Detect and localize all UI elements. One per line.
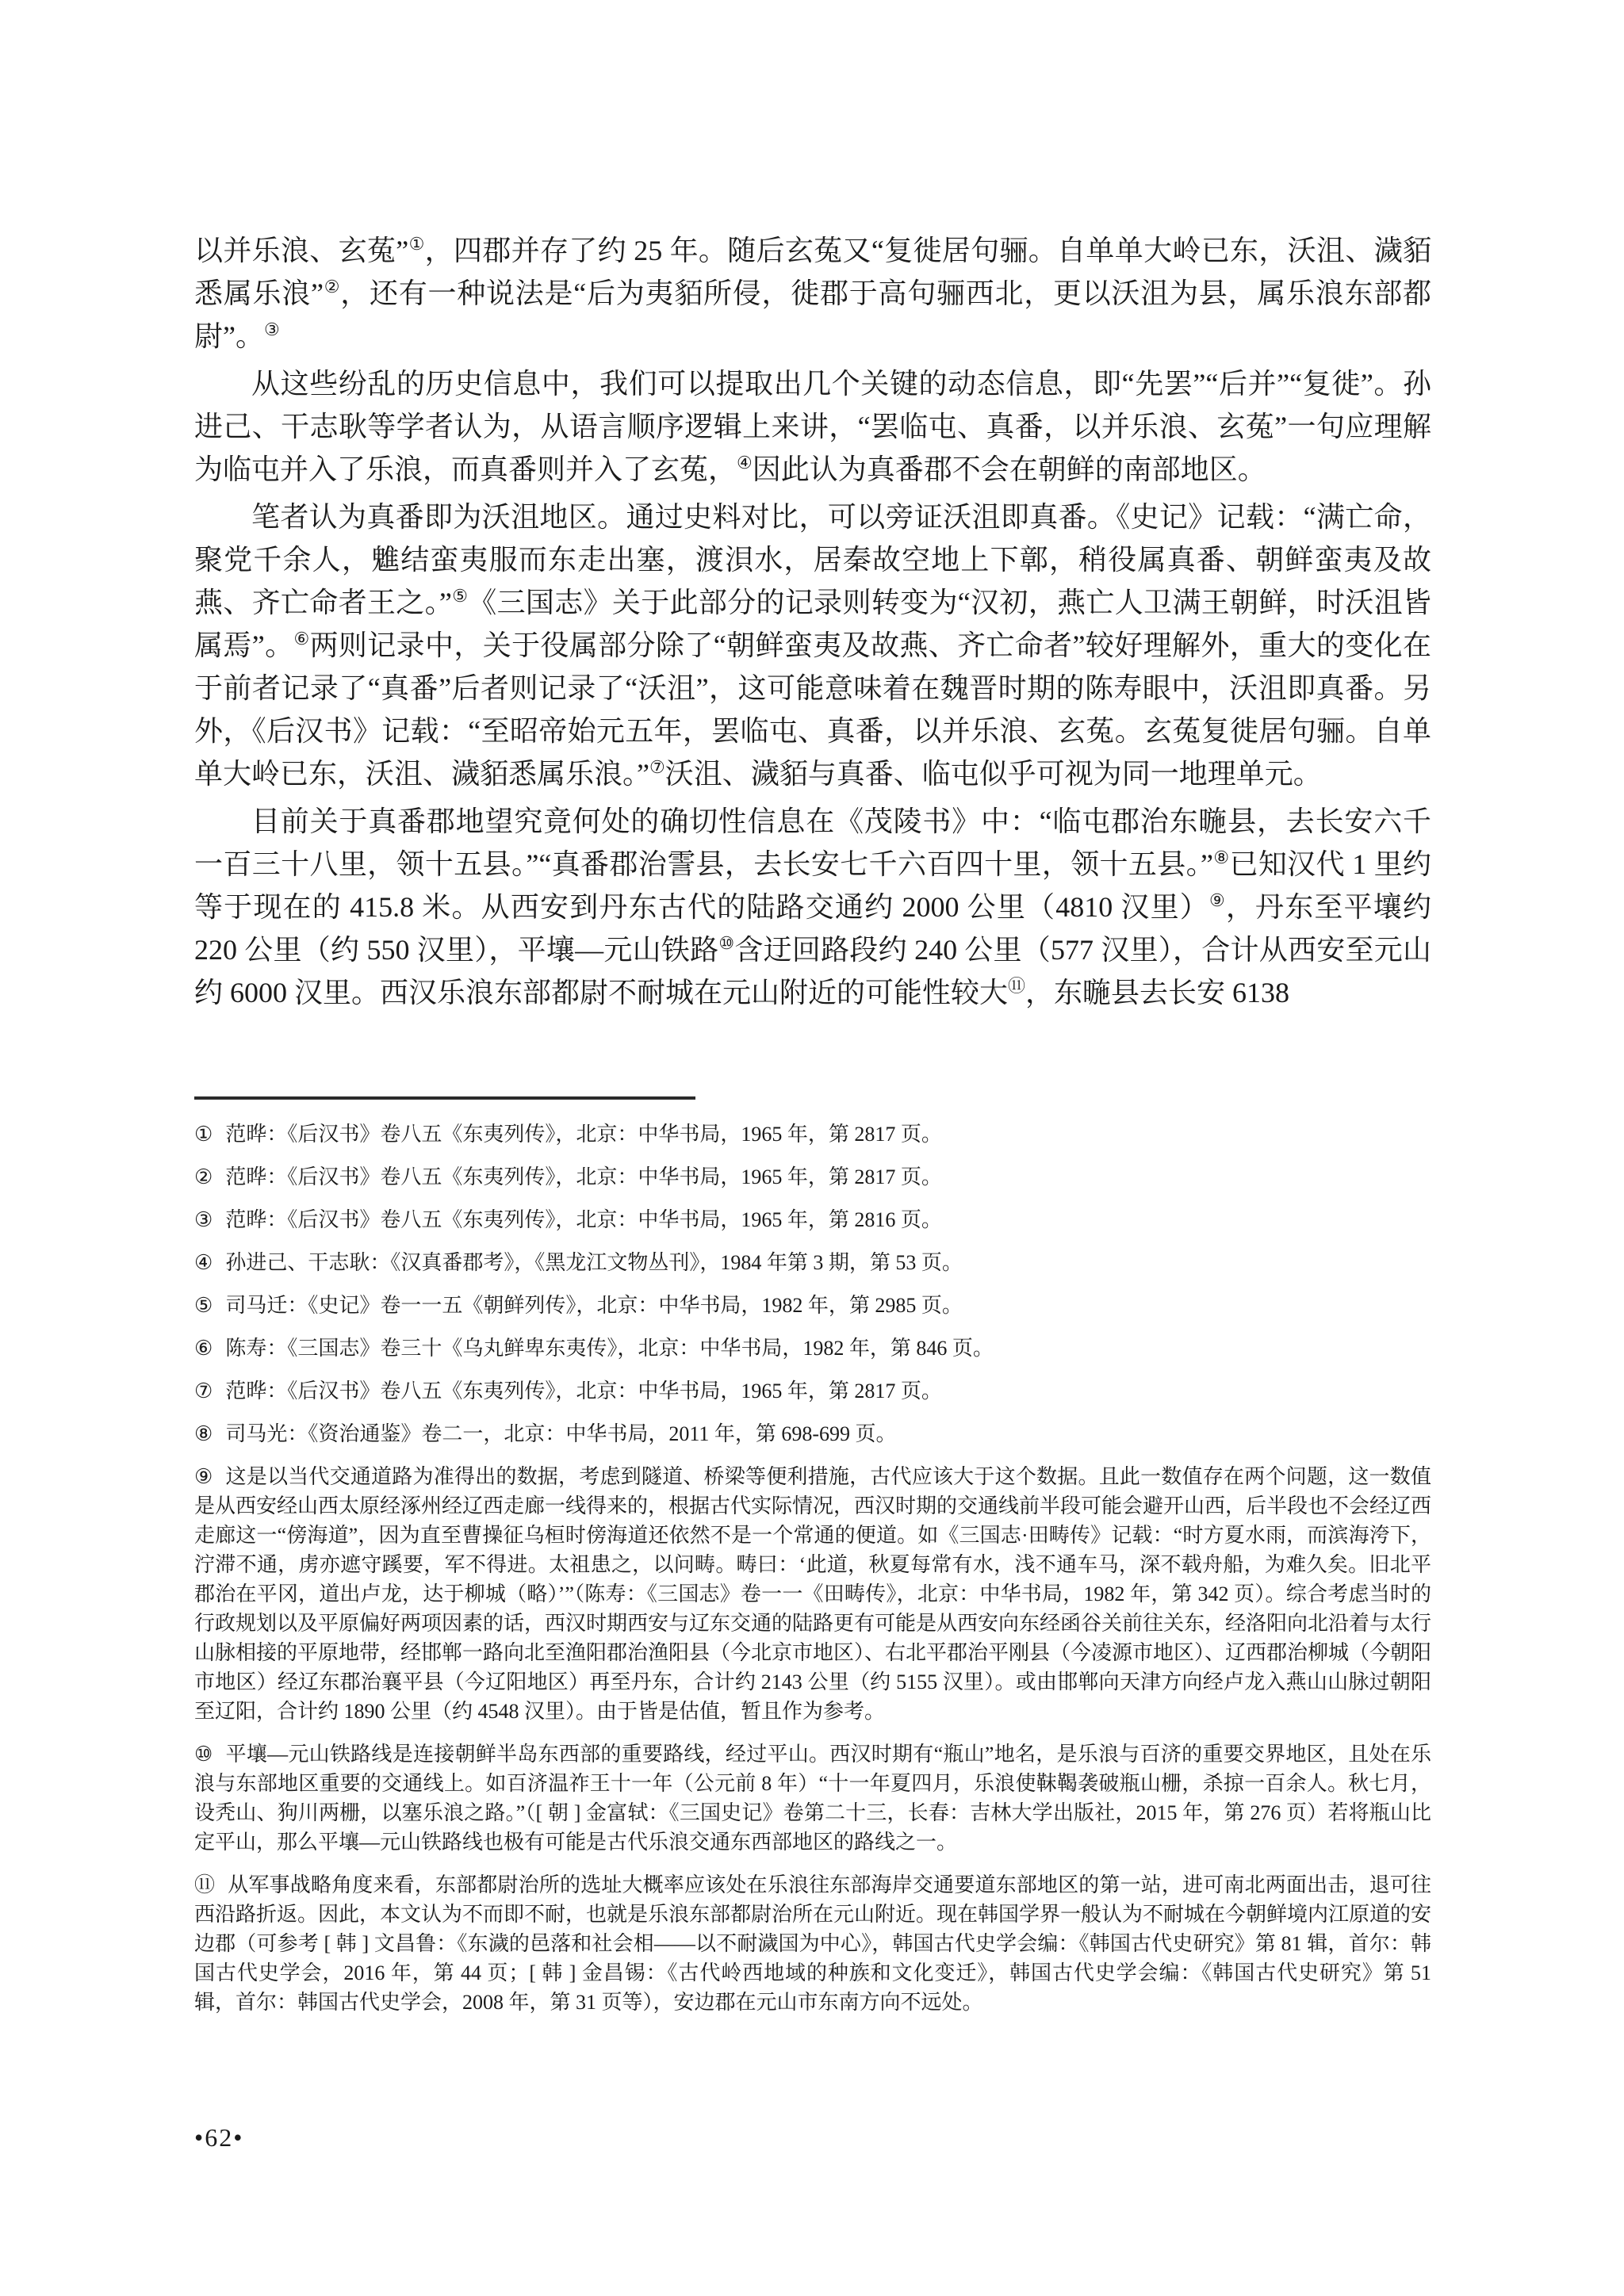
footnote-reference: ① [408,234,425,254]
footnote-reference: ⑦ [649,757,665,777]
footnote-marker: ③ [194,1208,213,1231]
footnote-reference: ⑧ [1213,848,1230,867]
footnote-marker: ② [194,1165,213,1188]
footnote-entry: ① 范晔：《后汉书》卷八五《东夷列传》，北京：中华书局，1965 年，第 2817 页。 [194,1123,942,1146]
footnote-reference: ⑩ [718,933,735,953]
footnote-entry: ③ 范晔：《后汉书》卷八五《东夷列传》，北京：中华书局，1965 年，第 2816 页。 [194,1208,942,1231]
body-paragraph: 从这些纷乱的历史信息中，我们可以提取出几个关键的动态信息，即“先罢”“后并”“复徙”。孙进己、干志耿等学者认为，从语言顺序逻辑上来讲，“罢临屯、真番，以并乐浪、玄菟”一句应理解为临屯并入了乐浪，而真番则并入了玄菟，④因此认为真番郡不会在朝鲜的南部地区。 [194,368,1431,485]
page-number: •62• [194,2123,244,2152]
footnote-separator-rule [194,1096,695,1100]
footnote-marker: ⑩ [194,1743,213,1766]
body-text [194,229,1431,1019]
footnote-marker: ⑤ [194,1294,213,1317]
footnote-marker: ⑨ [194,1465,213,1488]
footnote-marker: ④ [194,1251,213,1274]
footnote-entry: ⑦ 范晔：《后汉书》卷八五《东夷列传》，北京：中华书局，1965 年，第 2817 页。 [194,1380,942,1402]
footnotes-section [194,1119,1431,2017]
footnote-reference: ③ [263,320,280,339]
footnote-marker: ⑥ [194,1337,213,1360]
body-paragraph: 以并乐浪、玄菟”①，四郡并存了约 25 年。随后玄菟又“复徙居句骊。自单单大岭已东，沃沮、濊貊悉属乐浪”②，还有一种说法是“后为夷貊所侵，徙郡于高句骊西北，更以沃沮为县，属乐浪东部都尉”。③ [194,234,1431,352]
footnote-entry: ② 范晔：《后汉书》卷八五《东夷列传》，北京：中华书局，1965 年，第 2817 页。 [194,1165,942,1188]
footnote-reference: ② [323,277,341,297]
footnote-reference: ⑨ [1208,890,1226,910]
body-paragraph: 目前关于真番郡地望究竟何处的确切性信息在《茂陵书》中：“临屯郡治东暆县，去长安六千一百三十八里，领十五县。”“真番郡治霅县，去长安七千六百四十里，领十五县。”⑧已知汉代 1 里约等于现在的 415.8 米。从西安到丹东古代的陆路交通约 2000 公里（4810 汉里）⑨，丹东至平壤约 220 公里（约 550 汉里），平壤—元山铁路⑩含迂回路段约 240 公里（577 汉里），合计从西安至元山约 6000 汉里。西汉乐浪东部都尉不耐城在元山附近的可能性较大⑪，东暆县去长安 6138 [194,806,1431,1008]
footnote-entry: ⑧ 司马光：《资治通鉴》卷二一，北京：中华书局，2011 年，第 698-699 页。 [194,1422,897,1445]
footnote-entry: ⑩ 平壤—元山铁路线是连接朝鲜半岛东西部的重要路线，经过平山。西汉时期有“瓶山”地名，是乐浪与百济的重要交界地区，且处在乐浪与东部地区重要的交通线上。如百济温祚王十一年（公元前 8 年）“十一年夏四月，乐浪使靺鞨袭破瓶山栅，杀掠一百余人。秋七月，设秃山、狗川两栅，以塞乐浪之路。”（[ 朝 ] 金富轼：《三国史记》卷第二十三，长春：吉林大学出版社，2015 年，第 276 页）若将瓶山比定平山，那么平壤—元山铁路线也极有可能是古代乐浪交通东西部地区的路线之一。 [194,1743,1431,1854]
footnote-entry: ⑪ 从军事战略角度来看，东部都尉治所的选址大概率应该处在乐浪往东部海岸交通要道东部地区的第一站，进可南北两面出击，退可往西沿路折返。因此，本文认为不而即不耐，也就是乐浪东部都尉治所在元山附近。现在韩国学界一般认为不耐城在今朝鲜境内江原道的安边郡（可参考 [ 韩 ] 文昌鲁：《东濊的邑落和社会相——以不耐濊国为中心》，韩国古代史学会编：《韩国古代史研究》第 81 辑，首尔：韩国古代史学会，2016 年，第 44 页；[ 韩 ] 金昌锡：《古代岭西地域的种族和文化变迁》，韩国古代史学会编：《韩国古代史研究》第 51 辑，首尔：韩国古代史学会，2008 年，第 31 页等），安边郡在元山市东南方向不远处。 [194,1873,1432,2014]
footnote-entry: ④ 孙进己、干志耿：《汉真番郡考》，《黑龙江文物丛刊》，1984 年第 3 期，第 53 页。 [194,1251,963,1274]
footnote-entry: ⑨ 这是以当代交通道路为准得出的数据，考虑到隧道、桥梁等便利措施，古代应该大于这个数据。且此一数值存在两个问题，这一数值是从西安经山西太原经涿州经辽西走廊一线得来的，根据古代实际情况，西汉时期的交通线前半段可能会避开山西，后半段也不会经辽西走廊这一“傍海道”，因为直至曹操征乌桓时傍海道还依然不是一个常通的便道。如《三国志·田畴传》记载：“时方夏水雨，而滨海洿下，泞滞不通，虏亦遮守蹊要，军不得进。太祖患之，以问畴。畴曰：‘此道，秋夏每常有水，浅不通车马，深不载舟船，为难久矣。旧北平郡治在平冈，道出卢龙，达于柳城（略）’”（陈寿：《三国志》卷一一《田畴传》，北京：中华书局，1982 年，第 342 页）。综合考虑当时的行政规划以及平原偏好两项因素的话，西汉时期西安与辽东交通的陆路更有可能是从西安向东经函谷关前往关东，经洛阳向北沿着与太行山脉相接的平原地带，经邯郸一路向北至渔阳郡治渔阳县（今北京市地区）、右北平郡治平刚县（今凌源市地区）、辽西郡治柳城（今朝阳市地区）经辽东郡治襄平县（今辽阳地区）再至丹东，合计约 2143 公里（约 5155 汉里）。或由邯郸向天津方向经卢龙入燕山山脉过朝阳至辽阳，合计约 1890 公里（约 4548 汉里）。由于皆是估值，暂且作为参考。 [194,1465,1432,1723]
footnote-marker: ⑦ [194,1380,213,1402]
footnote-reference: ⑪ [1008,976,1026,996]
footnote-marker: ⑪ [194,1873,216,1896]
footnote-entry: ⑥ 陈寿：《三国志》卷三十《乌丸鲜卑东夷传》，北京：中华书局，1982 年，第 846 页。 [194,1337,994,1360]
footnote-entry: ⑤ 司马迁：《史记》卷一一五《朝鲜列传》，北京：中华书局，1982 年，第 2985 页。 [194,1294,963,1317]
footnote-reference: ④ [737,453,753,473]
footnote-reference: ⑥ [293,629,310,649]
body-paragraph: 笔者认为真番即为沃沮地区。通过史料对比，可以旁证沃沮即真番。《史记》记载：“满亡命，聚党千余人，魋结蛮夷服而东走出塞，渡浿水，居秦故空地上下鄣，稍役属真番、朝鲜蛮夷及故燕、齐亡命者王之。”⑤《三国志》关于此部分的记录则转变为“汉初，燕亡人卫满王朝鲜，时沃沮皆属焉”。⑥两则记录中，关于役属部分除了“朝鲜蛮夷及故燕、齐亡命者”较好理解外，重大的变化在于前者记录了“真番”后者则记录了“沃沮”，这可能意味着在魏晋时期的陈寿眼中，沃沮即真番。另外，《后汉书》记载：“至昭帝始元五年，罢临屯、真番，以并乐浪、玄菟。玄菟复徙居句骊。自单单大岭已东，沃沮、濊貊悉属乐浪。”⑦沃沮、濊貊与真番、临屯似乎可视为同一地理单元。 [194,501,1431,790]
footnote-reference: ⑤ [451,586,469,606]
footnote-marker: ⑧ [194,1422,213,1445]
footnote-marker: ① [194,1123,213,1146]
